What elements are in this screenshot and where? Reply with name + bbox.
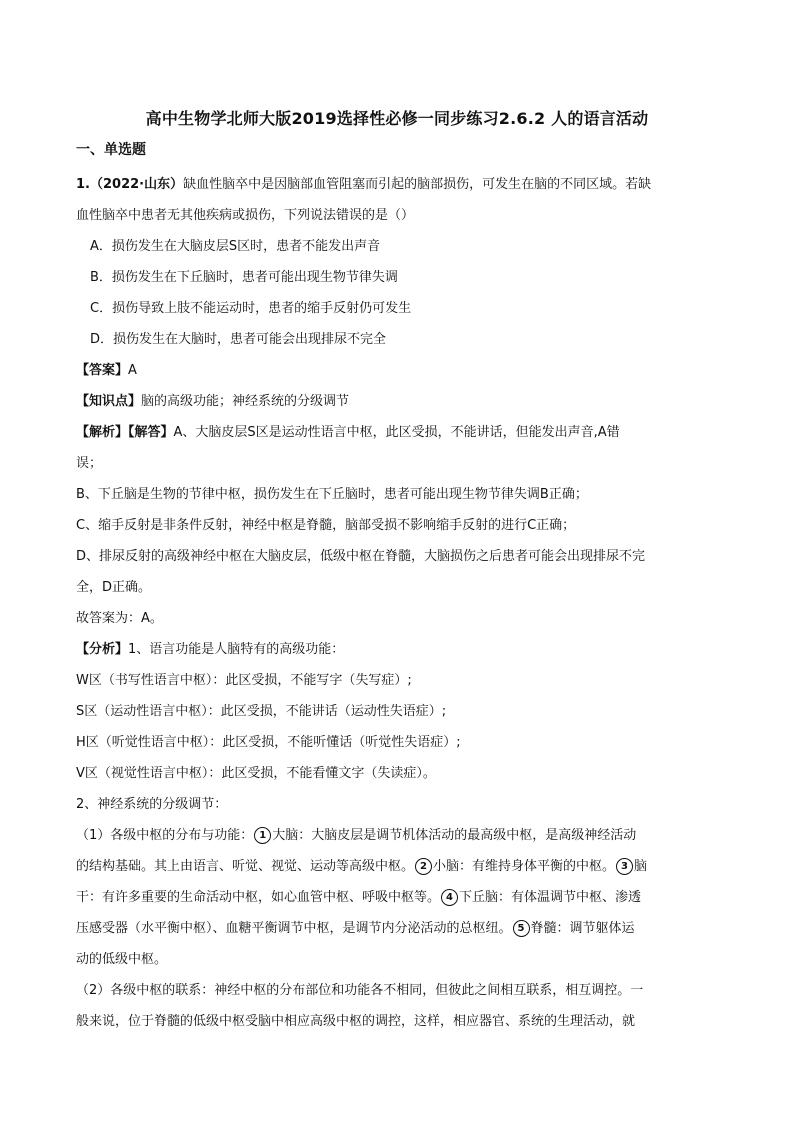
analysis-line-4: C、缩手反射是非条件反射，神经中枢是脊髓，脑部受损不影响缩手反射的进行C正确； (76, 518, 576, 533)
fenxi-p1-text-d: 小脑：有维持身体平衡的中枢。 (433, 859, 616, 874)
question-number: 1. (76, 177, 90, 192)
fenxi-w-area: W区（书写性语言中枢）：此区受损，不能写字（失写症）; (76, 673, 412, 688)
fenxi-p1-text-f: 干：有许多重要的生命活动中枢，如心血管中枢、呼吸中枢等。 (76, 890, 441, 905)
option-a: A．损伤发生在大脑皮层S区时，患者不能发出声音 (90, 239, 381, 254)
answer-value: A (128, 363, 137, 378)
answer-tag: 【答案】 (76, 363, 129, 378)
fenxi-p2-line-2: 般来说，位于脊髓的低级中枢受脑中相应高级中枢的调控，这样，相应器官、系统的生理活动，就 (76, 1014, 636, 1029)
fenxi-v-area: V区（视觉性语言中枢）：此区受损，不能看懂文字（失读症）。 (76, 766, 436, 781)
analysis-line-5: D、排尿反射的高级神经中枢在大脑皮层，低级中枢在脊髓，大脑损伤之后患者可能会出现排尿不完 (76, 549, 646, 564)
analysis-line-6: 全，D正确。 (76, 580, 152, 595)
knowledge-line (76, 386, 718, 417)
fenxi-p1-text-h: 压感受器（水平衡中枢）、血糖平衡调节中枢，是调节内分泌活动的总枢纽。 (76, 921, 512, 936)
knowledge-tag: 【知识点】 (76, 394, 142, 409)
fenxi-tag: 【分析】 (76, 642, 129, 657)
analysis-line-7: 故答案为：A。 (76, 611, 163, 626)
circled-number-1: 1 (254, 827, 271, 844)
option-b: B．损伤发生在下丘脑时，患者可能出现生物节律失调 (90, 270, 398, 285)
analysis-text-1: A、大脑皮层S区是运动性语言中枢，此区受损，不能讲话，但能发出声音,A错 (173, 425, 620, 440)
fenxi-p1-text-i: 脊髓：调节躯体运 (530, 921, 635, 936)
fenxi-p1-line-5: 动的低级中枢。 (76, 952, 168, 967)
analysis-line-3: B、下丘脑是生物的节律中枢，损伤发生在下丘脑时，患者可能出现生物节律失调B正确； (76, 487, 588, 502)
fenxi-line-1 (76, 634, 718, 665)
option-c: C．损伤导致上肢不能运动时，患者的缩手反射仍可发生 (90, 301, 412, 316)
fenxi-p1-text-a: （1）各级中枢的分布与功能： (76, 828, 254, 843)
fenxi-s-area: S区（运动性语言中枢）：此区受损，不能讲话（运动性失语症）; (76, 704, 447, 719)
fenxi-h-area: H区（听觉性语言中枢）：此区受损，不能听懂话（听觉性失语症）; (76, 735, 461, 750)
analysis-tag: 【解析】【解答】 (76, 425, 174, 440)
circled-number-2: 2 (415, 858, 432, 875)
fenxi-text-1: 1、语言功能是人脑特有的高级功能： (128, 642, 345, 657)
fenxi-p2-line-1: （2）各级中枢的联系：神经中枢的分布部位和功能各不相同，但彼此之间相互联系，相互调控。一 (76, 983, 644, 998)
analysis-line-2: 误； (76, 456, 103, 471)
circled-number-4: 4 (441, 889, 458, 906)
question-stem-text: 缺血性脑卒中是因脑部血管阻塞而引起的脑部损伤，可发生在脑的不同区域。若缺 (183, 177, 652, 192)
document-title: 高中生物学北师大版2019选择性必修一同步练习2.6.2 人的语言活动 (145, 109, 649, 128)
answer-line (76, 355, 718, 386)
analysis-line-1 (76, 417, 718, 448)
fenxi-p1-line-4 (76, 913, 718, 944)
fenxi-p1-text-e: 脑 (634, 859, 648, 874)
fenxi-p1-text-g: 下丘脑：有体温调节中枢、渗透 (459, 890, 642, 905)
fenxi-p1-line-2 (76, 851, 718, 882)
circled-number-3: 3 (616, 858, 633, 875)
option-d: D．损伤发生在大脑时，患者可能会出现排尿不完全 (90, 332, 387, 347)
circled-number-5: 5 (513, 920, 530, 937)
knowledge-value: 脑的高级功能；神经系统的分级调节 (141, 394, 350, 409)
question-stem-line-1 (76, 169, 718, 200)
fenxi-p1-text-c: 的结构基础。其上由语言、听觉、视觉、运动等高级中枢。 (76, 859, 415, 874)
fenxi-p1-line-3 (76, 882, 718, 913)
question-stem-line-2: 血性脑卒中患者无其他疾病或损伤，下列说法错误的是（） (76, 208, 415, 223)
section-heading: 一、单选题 (76, 142, 146, 158)
fenxi-p1-line-1 (76, 820, 718, 851)
fenxi-p1-text-b: 大脑：大脑皮层是调节机体活动的最高级中枢，是高级神经活动 (272, 828, 637, 843)
document-page (76, 100, 718, 1037)
fenxi-line-2: 2、神经系统的分级调节： (76, 797, 228, 812)
question-source: （2022·山东） (89, 177, 184, 192)
